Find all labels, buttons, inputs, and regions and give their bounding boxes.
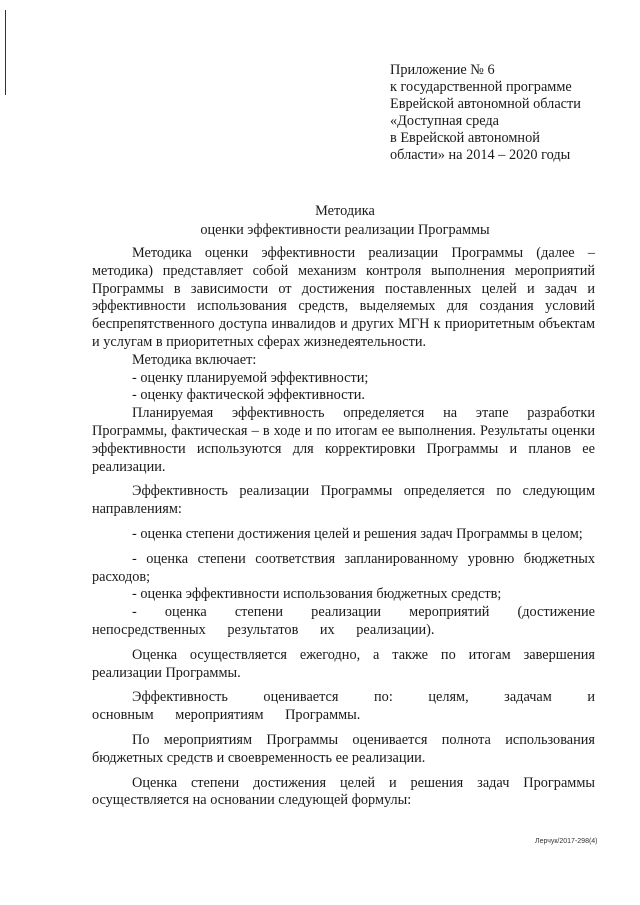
document-subtitle: оценки эффективности реализации Программы <box>200 222 490 238</box>
list-item: - оценку планируемой эффективности; <box>132 369 369 386</box>
list-item: - оценку фактической эффективности. <box>132 387 365 404</box>
appendix-line: области» на 2014 – 2020 годы <box>390 147 571 163</box>
paragraph: Оценка осуществляется ежегодно, а также по итогам завершения реализации Программы. <box>92 646 595 681</box>
paragraph: Эффективность реализации Программы определяется по следующим направлениям: <box>92 483 595 518</box>
paragraph: Методика оценки эффективности реализации Программы (далее – методика) представляет собой механизм контроля выполнения мероприятий Программы в зависимости от достижения поставленных целей и задач и эффективности использования средств, выделяемых для создания условий беспрепятственного доступа инвалидов и других МГН к приоритетным объектам и услугам в приоритетных сферах жизнедеятельности. <box>92 245 595 350</box>
paragraph: По мероприятиям Программы оценивается полнота использования бюджетных средств и своевременность ее реализации. <box>92 731 595 766</box>
appendix-header <box>390 62 630 164</box>
list-item: - оценка степени реализации мероприятий (достижение непосредственных результатов их реализации). <box>92 604 595 638</box>
paragraph: Эффективность оценивается по: целям, задачам и основным мероприятиям Программы. <box>92 689 595 724</box>
appendix-line: в Еврейской автономной <box>390 130 540 146</box>
footer-code: Лерчук/2017-298(4) <box>535 838 598 845</box>
appendix-line: «Доступная среда <box>390 113 500 129</box>
paragraph: Методика включает: <box>132 351 257 368</box>
appendix-line: Еврейской автономной области <box>390 96 581 112</box>
list-item: - оценка степени соответствия запланированному уровню бюджетных расходов; <box>92 550 595 585</box>
paragraph: Оценка степени достижения целей и решения задач Программы осуществляется на основании следующей формулы: <box>92 774 595 809</box>
document-title: Методика <box>315 203 375 219</box>
paragraph: Планируемая эффективность определяется на этапе разработки Программы, фактическая – в ходе и по итогам ее выполнения. Результаты оценки эффективности используются для корректировки Программы и планов ее реализации. <box>92 405 595 475</box>
appendix-line: Приложение № 6 <box>390 62 495 78</box>
list-item: - оценка эффективности использования бюджетных средств; <box>132 586 502 603</box>
list-item: - оценка степени достижения целей и решения задач Программы в целом; <box>132 525 583 542</box>
appendix-line: к государственной программе <box>390 79 572 95</box>
scan-edge-line <box>5 10 6 95</box>
document-body <box>92 245 595 810</box>
